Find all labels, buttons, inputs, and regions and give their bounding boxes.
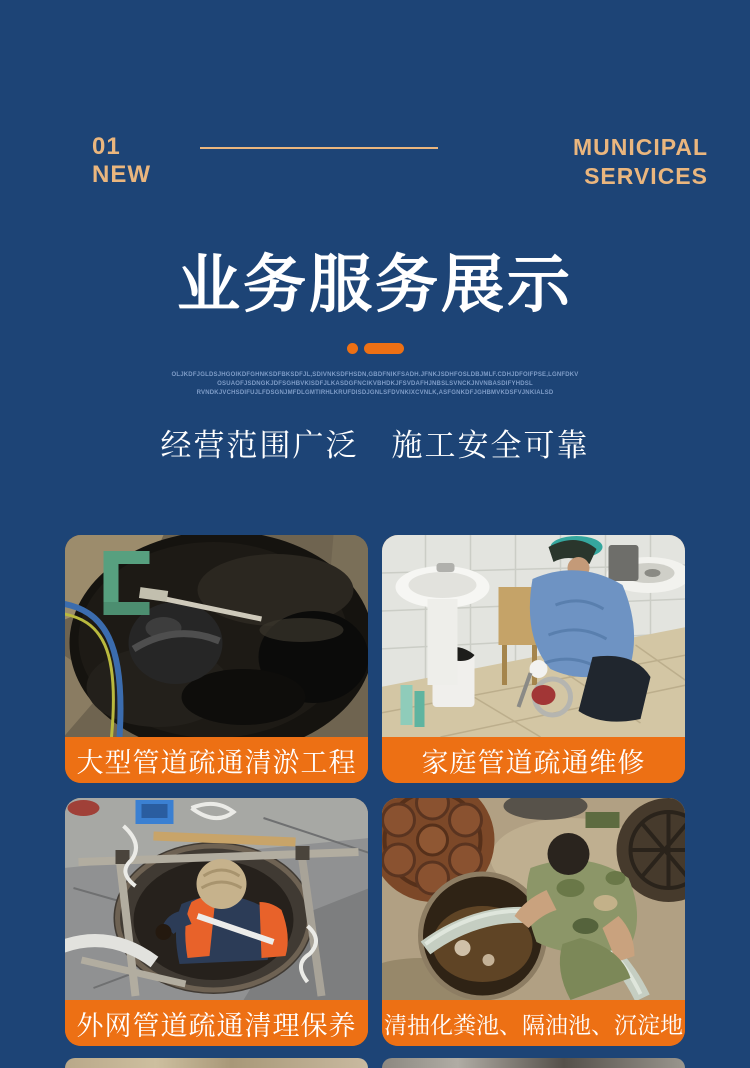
fine-print-line-2: OSUAOFJSDNGKJDFSGHBVKISDFJLKASDGFNCIKVBHDKJFSVDAFHJNBSLSVNCKJNVNBASDIFYHDSL xyxy=(217,380,533,387)
section-index-number: 01 xyxy=(92,133,121,160)
manhole-sludge-pipe-plug-photo xyxy=(65,535,368,737)
service-card-large-pipe-dredging[interactable] xyxy=(65,535,368,783)
header-divider-line xyxy=(200,147,438,149)
service-label: 家庭管道疏通维修 xyxy=(382,737,685,783)
fine-print xyxy=(75,371,675,397)
page-title: 业务服务展示 xyxy=(177,250,573,320)
section-index-label: NEW xyxy=(92,161,151,188)
header-right-caption xyxy=(573,133,708,191)
street-manhole-worker-photo xyxy=(65,798,368,1000)
services-grid xyxy=(65,535,685,1046)
next-row-photo-right-edge xyxy=(382,1058,685,1068)
page-subtitle: 经营范围广泛 施工安全可靠 xyxy=(160,428,590,463)
service-card-septic-tank-pumping[interactable] xyxy=(382,798,685,1046)
fine-print-line-1: OLJKDFJGLDSJHGOIKDFGHNKSDFBKSDFJL,SDIVNKSDFHSDN,GBDFNIKFSADH.JFNKJSDHFOSLDBJMLF.CDHJDFOIFPSE,LGNFDKV xyxy=(171,372,579,378)
deco-bar xyxy=(364,343,404,354)
section-index xyxy=(92,133,151,189)
septic-tank-hose-pumping-photo xyxy=(382,798,685,1000)
section-header xyxy=(0,133,750,203)
next-row-photo-left-edge xyxy=(65,1058,368,1068)
service-card-external-pipe-maintenance[interactable] xyxy=(65,798,368,1046)
deco-dot xyxy=(347,343,358,354)
service-label: 清抽化粪池、隔油池、沉淀地 xyxy=(382,1000,685,1046)
header-right-caption-top: MUNICIPAL xyxy=(572,134,708,160)
bathroom-drain-repair-photo xyxy=(382,535,685,737)
next-row-preview xyxy=(65,1058,685,1068)
header-right-caption-bottom: SERVICES xyxy=(584,163,708,189)
service-label: 外网管道疏通清理保养 xyxy=(65,1000,368,1046)
title-decoration xyxy=(0,343,750,354)
fine-print-line-3: RVNDKJVCHSDIFUJLFDSGNJMFDLGMTIRHLKRUFDISDJGNLSFDVNKIXCVNLK,ASFGNKDFJGHBMVKDSFVJNKIALSD xyxy=(196,389,554,396)
service-label: 大型管道疏通清淤工程 xyxy=(65,737,368,783)
service-card-home-pipe-repair[interactable] xyxy=(382,535,685,783)
